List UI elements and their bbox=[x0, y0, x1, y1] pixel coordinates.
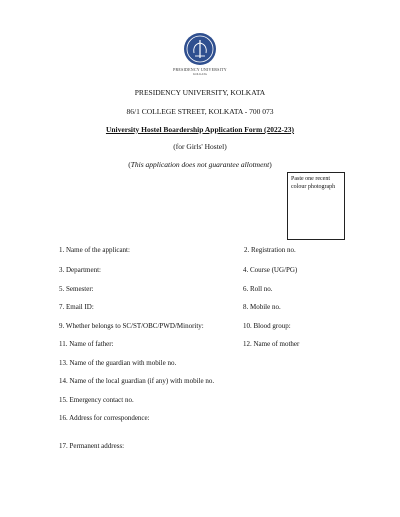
photo-box bbox=[287, 172, 345, 240]
field-roll-no: 6. Roll no. bbox=[243, 285, 273, 293]
field-semester: 5. Semester: bbox=[59, 285, 94, 293]
field-father-name: 11. Name of father: bbox=[59, 340, 114, 348]
form-title: University Hostel Boardership Application Form (2022-23) bbox=[105, 125, 295, 134]
note-text: This application does not guarantee allotment bbox=[130, 160, 270, 169]
field-local-guardian: 14. Name of the local guardian (if any) with mobile no. bbox=[59, 377, 215, 385]
note-open-paren: ( bbox=[128, 160, 131, 169]
field-course: 4. Course (UG/PG) bbox=[243, 266, 298, 274]
field-email: 7. Email ID: bbox=[59, 303, 94, 311]
photo-box-instruction: Paste one recent colour photograph bbox=[291, 176, 336, 190]
field-department: 3. Department: bbox=[59, 266, 101, 274]
field-category: 9. Whether belongs to SC/ST/OBC/PWD/Minority: bbox=[59, 322, 204, 330]
note-close-paren: ) bbox=[269, 160, 272, 169]
university-heading: PRESIDENCY UNIVERSITY, KOLKATA bbox=[134, 88, 266, 97]
allotment-note bbox=[0, 160, 400, 169]
field-correspondence-address: 16. Address for correspondence: bbox=[59, 414, 150, 422]
field-permanent-address: 17. Permanent address: bbox=[59, 442, 125, 450]
field-registration-no: 2. Registration no. bbox=[244, 246, 296, 254]
field-mobile-no: 8. Mobile no. bbox=[243, 303, 281, 311]
field-applicant-name: 1. Name of the applicant: bbox=[59, 246, 130, 254]
hostel-type: (for Girls' Hostel) bbox=[173, 142, 227, 151]
university-crest-icon bbox=[182, 31, 218, 67]
logo-university-name: PRESIDENCY UNIVERSITY bbox=[173, 67, 227, 72]
logo-place: KOLKATA bbox=[193, 72, 207, 76]
university-address: 86/1 COLLEGE STREET, KOLKATA - 700 073 bbox=[126, 107, 274, 116]
field-guardian: 13. Name of the guardian with mobile no. bbox=[59, 359, 177, 367]
field-mother-name: 12. Name of mother bbox=[243, 340, 300, 348]
field-emergency-contact: 15. Emergency contact no. bbox=[59, 396, 134, 404]
field-blood-group: 10. Blood group: bbox=[243, 322, 291, 330]
